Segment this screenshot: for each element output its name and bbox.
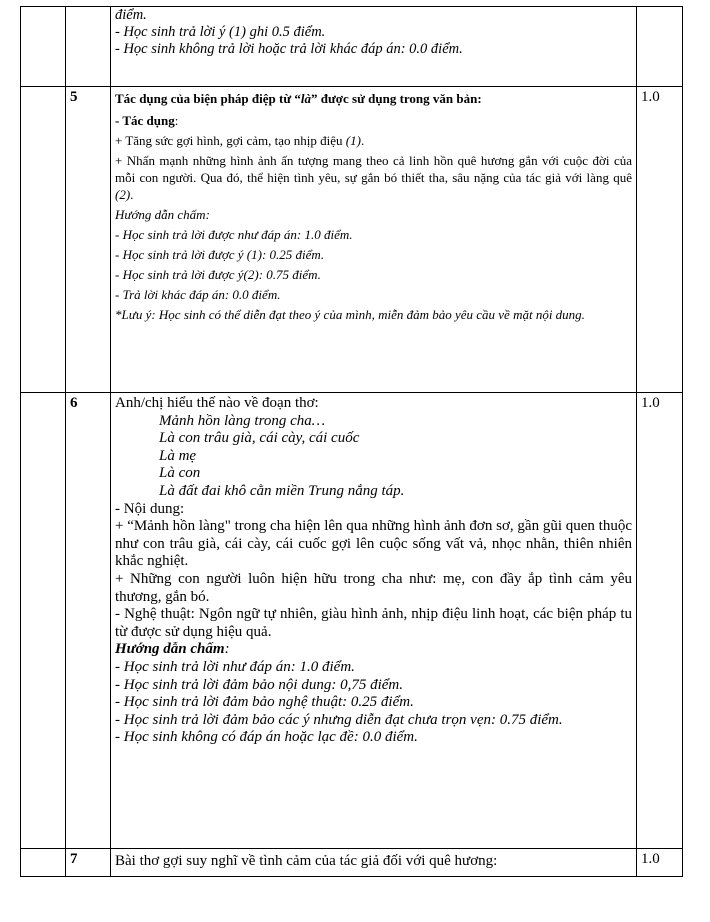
part-cell: [21, 87, 66, 393]
poem-line: Là mẹ: [159, 447, 197, 464]
grading-criterion: - Học sinh trả lời đảm bảo các ý nhưng diễn đạt chưa trọn vẹn: 0.75 điểm.: [115, 711, 563, 728]
poem-line: Mảnh hồn làng trong cha…: [159, 412, 326, 429]
grading-criterion: - Học sinh trả lời được như đáp án: 1.0 điểm.: [115, 226, 353, 242]
answer-cell: [111, 393, 637, 849]
effect-heading: - Tác dụng:: [115, 112, 179, 128]
table-row: [21, 393, 683, 849]
table-row: [21, 7, 683, 87]
grading-criterion: - Học sinh trả lời như đáp án: 1.0 điểm.: [115, 658, 355, 675]
question-number: 7: [66, 849, 111, 877]
grading-criterion: - Học sinh trả lời được ý (1): 0.25 điểm.: [115, 246, 325, 262]
answer-cell: [111, 849, 637, 877]
answer-key-table: [20, 6, 683, 877]
text-line: - Học sinh không trả lời hoặc trả lời khác đáp án: 0.0 điểm.: [115, 41, 463, 57]
question-number: 6: [66, 393, 111, 849]
text-line: điểm.: [115, 7, 147, 23]
grading-criterion: - Học sinh trả lời đảm bảo nghệ thuật: 0.25 điểm.: [115, 694, 414, 711]
score-cell: [637, 7, 683, 87]
poem-line: Là con: [159, 465, 201, 482]
answer-cell: [111, 7, 637, 87]
table-row: [21, 87, 683, 393]
content-heading: - Nội dung:: [115, 500, 185, 517]
question-number: 5: [66, 87, 111, 393]
grading-guide-heading: Hướng dẫn chấm:: [115, 207, 210, 223]
question-text: Bài thơ gợi suy nghĩ về tình cảm của tác giả đối với quê hương:: [115, 853, 498, 869]
poem-line: Là đất đai khô cằn miền Trung nắng táp.: [159, 482, 405, 499]
effect-bullet: + Nhấn mạnh những hình ảnh ấn tượng mang theo cả linh hồn quê hương gắn với cuộc đời của mỗi con người. Qua đó, thể hiện tình yêu, sự gắn bó thiết tha, sâu nặng của tác giả với làng quê (2).: [115, 152, 632, 203]
grading-criterion: - Học sinh không có đáp án hoặc lạc đề: 0.0 điểm.: [115, 729, 418, 746]
poem-line: Là con trâu già, cái cày, cái cuốc: [159, 430, 360, 447]
grading-criterion: - Học sinh trả lời đảm bảo nội dung: 0,75 điểm.: [115, 676, 403, 693]
table-row: [21, 849, 683, 877]
score-cell: 1.0: [637, 849, 683, 877]
question-text: Anh/chị hiểu thế nào về đoạn thơ:: [115, 395, 319, 411]
answer-title: Tác dụng của biện pháp điệp từ “là” được sử dụng trong văn bản:: [115, 91, 482, 106]
grading-criterion: - Học sinh trả lời được ý(2): 0.75 điểm.: [115, 266, 321, 282]
answer-cell: [111, 87, 637, 393]
grading-criterion: - Trả lời khác đáp án: 0.0 điểm.: [115, 286, 281, 302]
content-point: + Những con người luôn hiện hữu trong cha như: mẹ, con đầy ắp tình cảm yêu thương, gắn bó.: [115, 570, 632, 605]
effect-bullet: + Tăng sức gợi hình, gợi cảm, tạo nhịp điệu (1).: [115, 132, 365, 148]
question-number: [66, 7, 111, 87]
art-point: - Nghệ thuật: Ngôn ngữ tự nhiên, giàu hình ảnh, nhịp điệu linh hoạt, các biện pháp tu từ được sử dụng hiệu quả.: [115, 606, 632, 640]
score-cell: 1.0: [637, 393, 683, 849]
content-point: + “Mảnh hồn làng" trong cha hiện lên qua những hình ảnh đơn sơ, gần gũi quen thuộc như con trâu già, cái cày, cái cuốc gợi lên cuộc sống vất vả, nhọc nhằn, thiên nhiên khắc nghiệt.: [115, 518, 632, 570]
grading-note: *Lưu ý: Học sinh có thể diễn đạt theo ý của mình, miễn đảm bảo yêu cầu về mặt nội dung.: [115, 306, 585, 322]
part-cell: [21, 393, 66, 849]
part-cell: [21, 7, 66, 87]
text-line: - Học sinh trả lời ý (1) ghi 0.5 điểm.: [115, 24, 326, 40]
score-cell: 1.0: [637, 87, 683, 393]
grading-guide-heading: Hướng dẫn chấm:: [115, 641, 230, 658]
part-cell: [21, 849, 66, 877]
